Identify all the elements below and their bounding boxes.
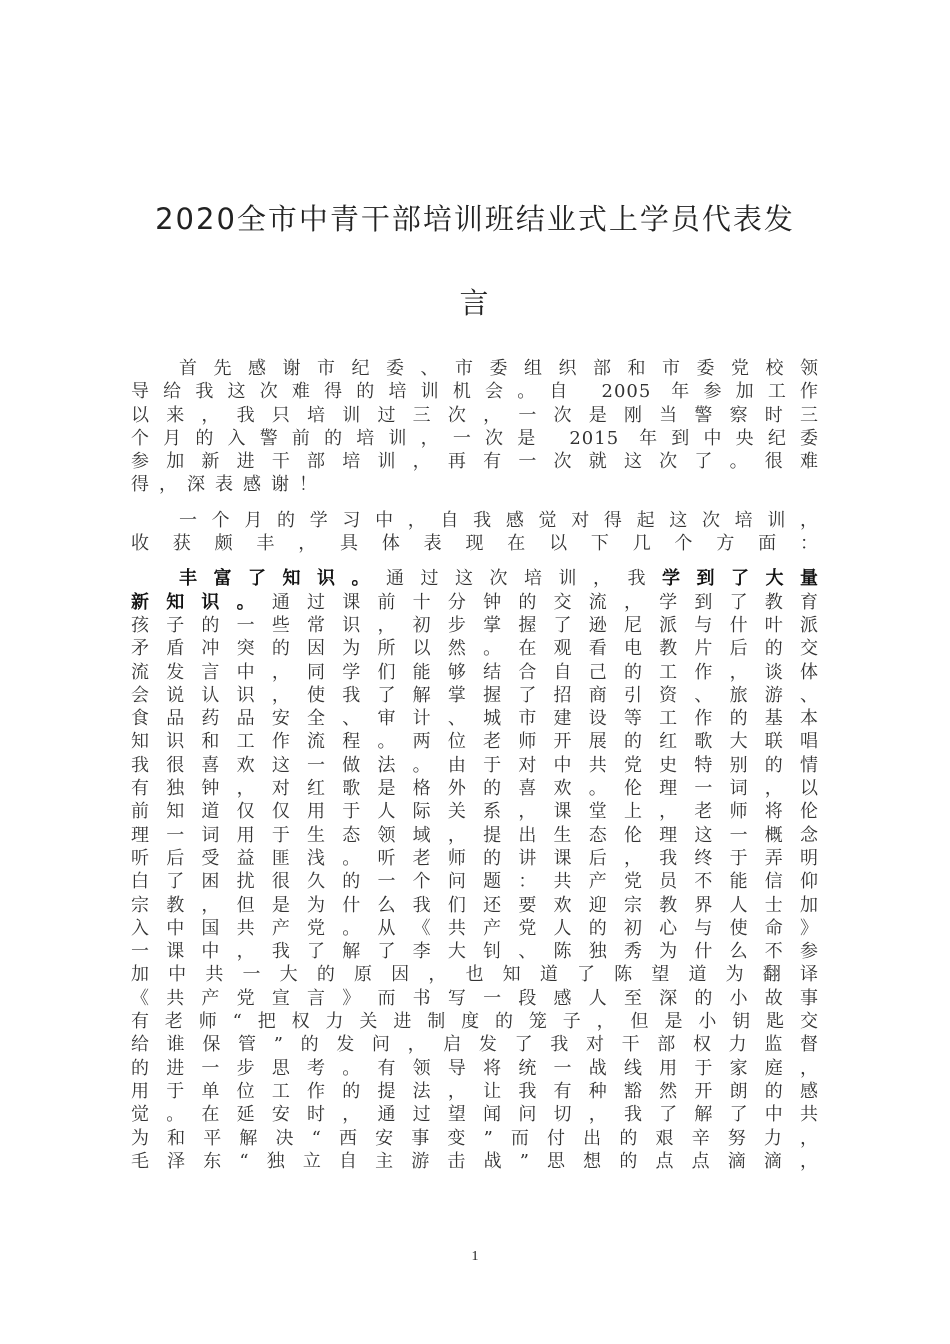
text-line: 新知识。通过课前十分钟的交流，学到了教育 [131,591,819,613]
text-line: 加中共一大的原因，也知道了陈望道为翻译 [131,964,819,986]
text-line: 《共产党宣言》而书写一段感人至深的小故事 [131,987,819,1009]
text-line: 丰富了知识。通过这次培训，我学到了大量 [179,568,819,590]
document-title-line-1: 2020全市中青干部培训班结业式上学员代表发 [155,202,795,236]
text-line: 孩子的一些常识，初步掌握了逊尼派与什叶派 [131,614,819,636]
text-line: 的进一步思考。有领导将统一战线用于家庭， [131,1057,819,1079]
text-line: 为和平解决“西安事变”而付出的艰辛努力， [131,1127,819,1149]
text-line: 流发言中，同学们能够结合自己的工作，谈体 [131,661,819,683]
paragraph [131,357,819,497]
text-line: 得，深表感谢！ [131,474,327,496]
text-line: 入中国共产党。从《共产党人的初心与使命》 [131,917,819,939]
text-line: 一课中，我了解了李大钊、陈独秀为什么不参 [131,941,819,963]
text-line: 矛盾冲突的因为所以然。在观看电教片后的交 [131,638,819,660]
text-line: 首先感谢市纪委、市委组织部和市委党校领 [179,358,819,379]
text-line: 理一词用于生态领域，提出生态伦理这一概念 [131,824,819,846]
text-line: 参加新进干部培训，再有一次就这次了。很难 [131,451,819,473]
paragraph [131,509,819,556]
text-line: 有独钟，对红歌是格外的喜欢。伦理一词，以 [131,778,819,800]
text-line: 听后受益匪浅。听老师的讲课后，我终于弄明 [131,847,819,869]
text-line: 个月的入警前的培训，一次是 2015 年到中央纪委 [131,427,819,449]
text-line: 觉。在延安时，通过望闻问切，我了解了中共 [131,1104,819,1126]
text-line: 用于单位工作的提法，让我有种豁然开朗的感 [131,1080,819,1102]
text-line: 前知道仅仅用于人际关系，课堂上，老师将伦 [131,801,819,823]
paragraph [131,567,819,1173]
text-line: 宗教，但是为什么我们还要欢迎宗教界人士加 [131,894,819,916]
document-title-line-2: 言 [459,286,491,320]
text-line: 白了困扰很久的一个问题：共产党员不能信仰 [131,871,819,893]
document-body [131,357,819,1185]
text-line: 我很喜欢这一做法。由于对中共党史特别的情 [131,754,819,776]
text-line: 有老师“把权力关进制度的笼子，但是小钥匙交 [131,1011,819,1033]
text-line: 毛泽东“独立自主游击战”思想的点点滴滴， [131,1150,819,1172]
text-line: 一个月的学习中，自我感觉对得起这次培训， [179,509,819,531]
text-line: 导给我这次难得的培训机会。自 2005 年参加工作 [131,381,819,403]
text-line: 以来，我只培训过三次，一次是刚当警察时三 [131,404,819,426]
text-line: 收获颇丰，具体表现在以下几个方面： [131,533,819,555]
text-line: 食品药品安全、审计、城市建设等工作的基本 [131,708,819,730]
text-line: 知识和工作流程。两位老师开展的红歌大联唱 [131,731,819,753]
text-line: 会说认识，使我了解掌握了招商引资、旅游、 [131,684,819,706]
page-number: 1 [471,1249,479,1264]
text-line: 给谁保管”的发问，启发了我对干部权力监督 [131,1034,819,1056]
